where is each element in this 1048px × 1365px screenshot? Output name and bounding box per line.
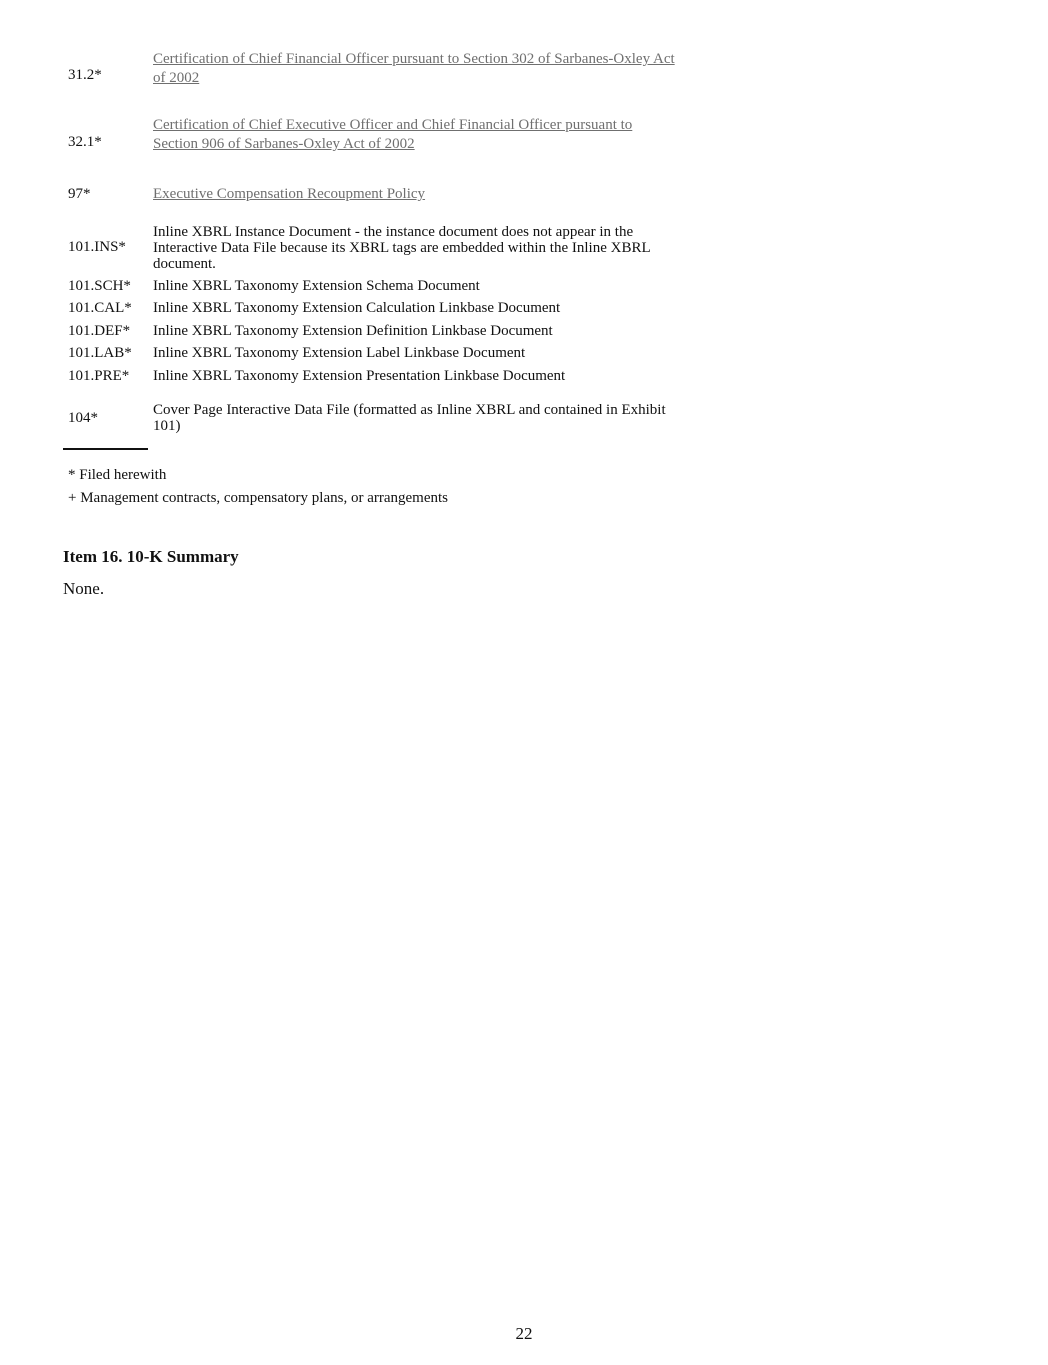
- exhibit-number: 101.LAB*: [68, 345, 132, 361]
- footnote-separator-rule: [63, 448, 148, 450]
- section-heading: Item 16. 10-K Summary: [63, 547, 239, 566]
- exhibit-link-cfo-certification-302[interactable]: Certification of Chief Financial Officer pursuant to Section 302 of Sarbanes-Oxley Act of 2002: [153, 51, 675, 86]
- exhibit-link-ceo-cfo-certification-906[interactable]: Certification of Chief Executive Officer and Chief Financial Officer pursuant to Section 906 of Sarbanes-Oxley Act of 2002: [153, 117, 633, 152]
- exhibit-number: 97*: [68, 186, 91, 202]
- exhibit-number: 32.1*: [68, 134, 102, 150]
- exhibit-description: Inline XBRL Taxonomy Extension Presentation Linkbase Document: [153, 368, 566, 384]
- exhibit-description: Inline XBRL Instance Document - the instance document does not appear in the Interactive Data File because its XBRL tags are embedded within the Inline XBRL document.: [153, 224, 651, 272]
- exhibit-number: 104*: [68, 410, 98, 426]
- exhibit-description: Inline XBRL Taxonomy Extension Label Linkbase Document: [153, 345, 526, 361]
- exhibit-number: 101.INS*: [68, 239, 126, 255]
- exhibit-description: Cover Page Interactive Data File (formatted as Inline XBRL and contained in Exhibit 101): [153, 402, 666, 434]
- exhibit-number: 31.2*: [68, 67, 102, 83]
- page-number: 22: [515, 1324, 533, 1343]
- exhibit-number: 101.SCH*: [68, 278, 131, 294]
- exhibit-description: Inline XBRL Taxonomy Extension Schema Document: [153, 278, 480, 294]
- exhibit-description: Inline XBRL Taxonomy Extension Definition Linkbase Document: [153, 323, 553, 339]
- exhibit-number: 101.PRE*: [68, 368, 130, 384]
- exhibit-number: 101.DEF*: [68, 323, 131, 339]
- section-body: None.: [63, 579, 105, 598]
- exhibit-link-recoupment-policy[interactable]: Executive Compensation Recoupment Policy: [153, 186, 426, 202]
- exhibit-number: 101.CAL*: [68, 300, 132, 316]
- footnote-management-contracts: + Management contracts, compensatory plans, or arrangements: [68, 490, 448, 506]
- exhibit-description: Inline XBRL Taxonomy Extension Calculation Linkbase Document: [153, 300, 561, 316]
- footnote-filed-herewith: * Filed herewith: [68, 467, 167, 483]
